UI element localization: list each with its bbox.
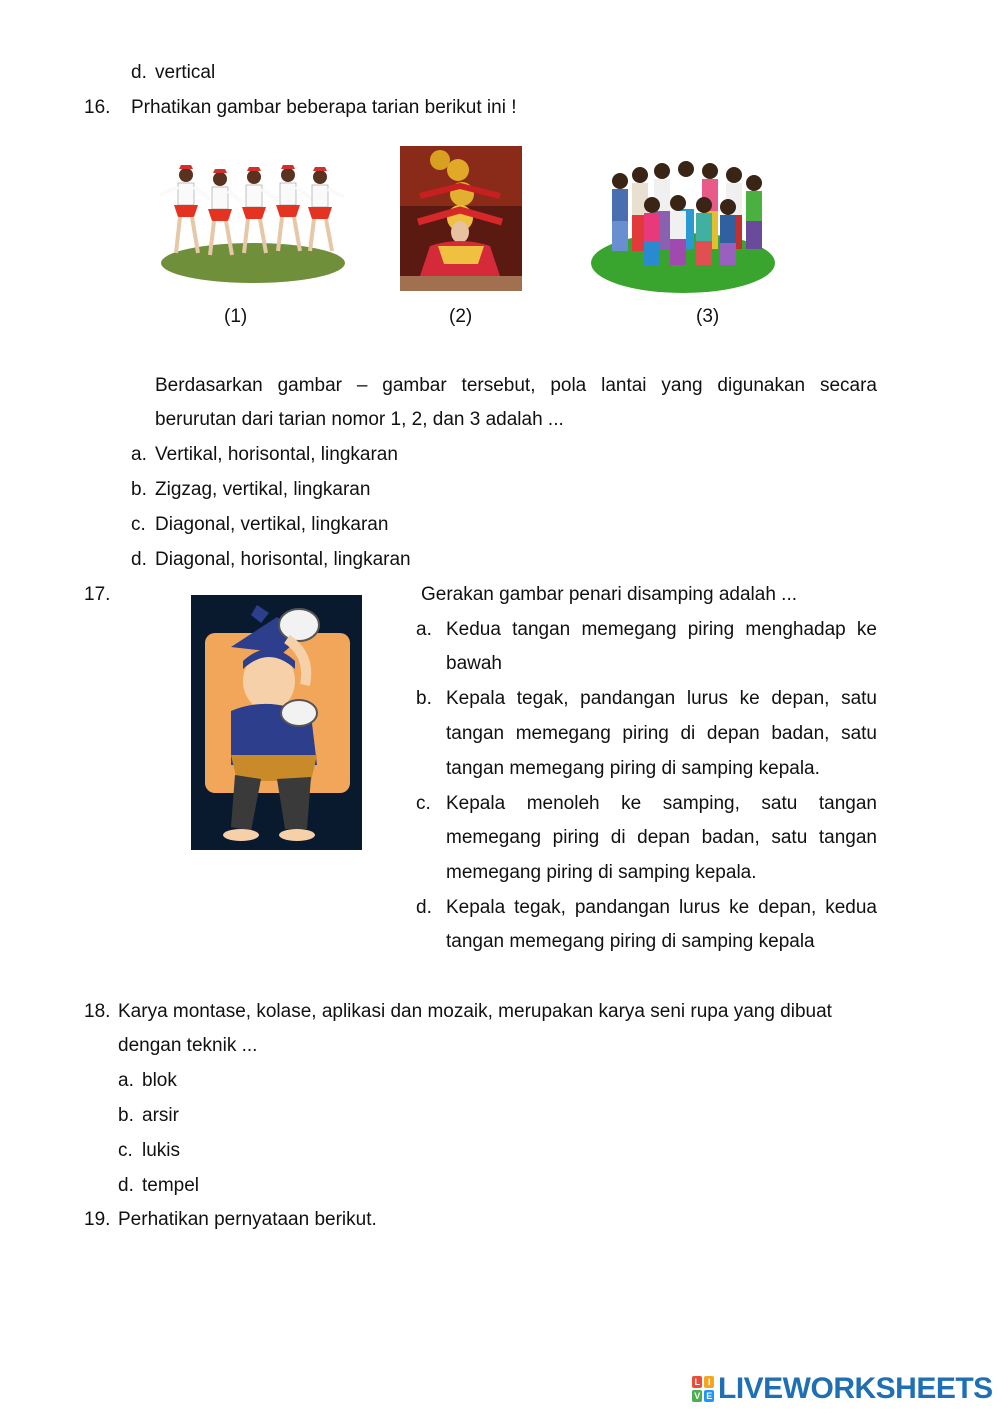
q17-option-b-line3: tangan memegang piring di samping kepala. bbox=[446, 758, 820, 779]
q18-number: 18. bbox=[84, 1001, 111, 1022]
logo-tile-v: V bbox=[692, 1390, 702, 1402]
q16-option-b-letter: b. bbox=[131, 479, 147, 500]
q16-option-d-letter: d. bbox=[131, 549, 147, 570]
q17-option-d-line2: tangan memegang piring di samping kepala bbox=[446, 931, 815, 952]
q17-prompt: Gerakan gambar penari disamping adalah ... bbox=[421, 584, 798, 605]
caption-1: (1) bbox=[224, 306, 248, 327]
logo-tile-e: E bbox=[704, 1390, 714, 1402]
q16-body-line2: berurutan dari tarian nomor 1, 2, dan 3 adalah ... bbox=[155, 409, 564, 430]
caption-2: (2) bbox=[449, 306, 473, 327]
q18-option-a-letter: a. bbox=[118, 1070, 134, 1091]
liveworksheets-logo-icon bbox=[692, 1376, 714, 1402]
q16-option-a-text: Vertikal, horisontal, lingkaran bbox=[155, 444, 398, 465]
logo-tile-i: I bbox=[704, 1376, 714, 1388]
q18-line1: Karya montase, kolase, aplikasi dan mozaik, merupakan karya seni rupa yang dibuat bbox=[118, 1001, 832, 1022]
q16-option-c-text: Diagonal, vertikal, lingkaran bbox=[155, 514, 389, 535]
q18-option-d-letter: d. bbox=[118, 1175, 134, 1196]
q16-prompt: Prhatikan gambar beberapa tarian berikut ini ! bbox=[131, 97, 517, 118]
dance-image-3 bbox=[590, 153, 776, 293]
q16-number: 16. bbox=[84, 97, 111, 118]
q17-option-a-line2: bawah bbox=[446, 653, 502, 674]
q18-option-b-text: arsir bbox=[142, 1105, 179, 1126]
q16-option-d-text: Diagonal, horisontal, lingkaran bbox=[155, 549, 411, 570]
q17-option-d-letter: d. bbox=[416, 897, 432, 918]
prev-option-text: vertical bbox=[155, 62, 216, 83]
q17-option-c-letter: c. bbox=[416, 793, 431, 814]
q18-option-c-text: lukis bbox=[142, 1140, 181, 1161]
liveworksheets-logo bbox=[692, 1374, 993, 1404]
q17-option-c-line1: Kepala menoleh ke samping, satu tangan bbox=[446, 793, 877, 814]
q16-option-c-letter: c. bbox=[131, 514, 146, 535]
dance-image-2 bbox=[400, 146, 522, 291]
q18-option-d-text: tempel bbox=[142, 1175, 200, 1196]
q19-number: 19. bbox=[84, 1209, 111, 1230]
q16-option-b-text: Zigzag, vertikal, lingkaran bbox=[155, 479, 371, 500]
q18-option-c-letter: c. bbox=[118, 1140, 133, 1161]
brand-text: LIVEWORKSHEETS bbox=[718, 1372, 993, 1405]
q17-option-b-line1: Kepala tegak, pandangan lurus ke depan, satu bbox=[446, 688, 877, 709]
caption-3: (3) bbox=[696, 306, 720, 327]
q17-option-b-letter: b. bbox=[416, 688, 432, 709]
q18-option-b-letter: b. bbox=[118, 1105, 134, 1126]
q17-option-c-line2: memegang piring di depan badan, satu tangan bbox=[446, 827, 877, 848]
q16-body-line1: Berdasarkan gambar – gambar tersebut, pola lantai yang digunakan secara bbox=[155, 375, 877, 396]
q17-number: 17. bbox=[84, 584, 111, 605]
q17-option-d-line1: Kepala tegak, pandangan lurus ke depan, kedua bbox=[446, 897, 877, 918]
q17-option-a-letter: a. bbox=[416, 619, 432, 640]
q17-option-a-line1: Kedua tangan memegang piring menghadap ke bbox=[446, 619, 877, 640]
logo-tile-l: L bbox=[692, 1376, 702, 1388]
q17-option-c-line3: memegang piring di samping kepala. bbox=[446, 862, 757, 883]
plate-dancer-image bbox=[191, 595, 362, 850]
prev-option-letter: d. bbox=[131, 62, 147, 83]
q18-option-a-text: blok bbox=[142, 1070, 177, 1091]
q18-line2: dengan teknik ... bbox=[118, 1035, 258, 1056]
q17-option-b-line2: tangan memegang piring di depan badan, satu bbox=[446, 723, 877, 744]
q19-prompt: Perhatikan pernyataan berikut. bbox=[118, 1209, 377, 1230]
q16-option-a-letter: a. bbox=[131, 444, 147, 465]
dance-image-1 bbox=[156, 153, 350, 285]
